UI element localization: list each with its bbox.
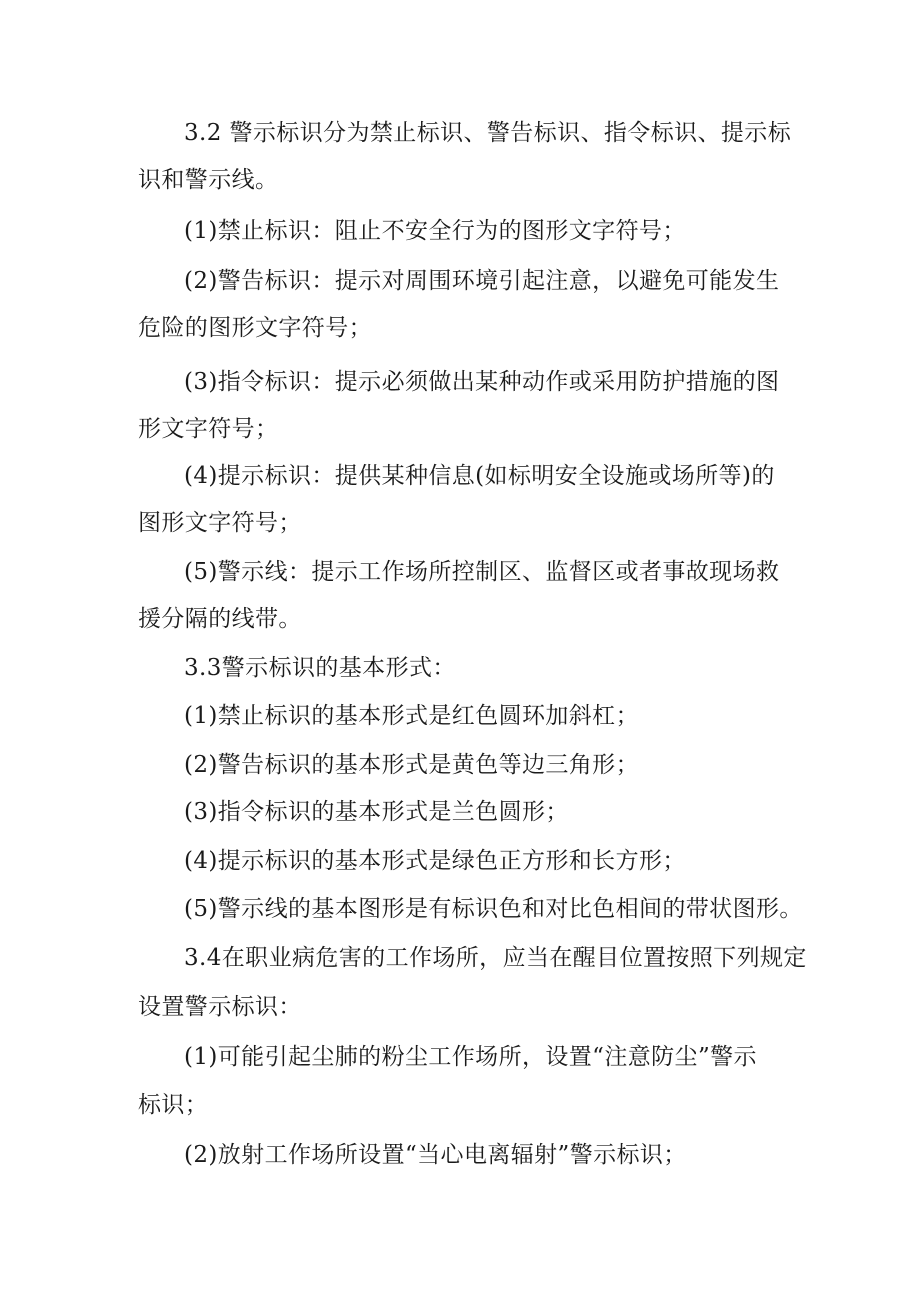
list-item-radiation: (2)放射工作场所设置“当心电离辐射”警示标识； <box>184 1142 687 1168</box>
list-item-instruction-sign-line-1: (3)指令标识：提示必须做出某种动作或采用防护措施的图 <box>184 369 780 395</box>
list-item-warning-sign-line-1: (2)警告标识：提示对周围环境引起注意，以避免可能发生 <box>184 268 780 294</box>
list-item-warning-line-line-2: 援分隔的线带。 <box>138 606 302 632</box>
list-item-warning-form: (2)警告标识的基本形式是黄色等边三角形； <box>184 752 639 778</box>
list-item-information-form: (4)提示标识的基本形式是绿色正方形和长方形； <box>184 848 686 874</box>
paragraph-3-2-line-1: 3.2 警示标识分为禁止标识、警告标识、指令标识、提示标 <box>184 120 792 146</box>
list-item-information-sign-line-1: (4)提示标识：提供某种信息(如标明安全设施或场所等)的 <box>184 463 775 489</box>
list-item-prohibition-sign: (1)禁止标识：阻止不安全行为的图形文字符号； <box>184 218 686 244</box>
list-item-warning-sign-line-2: 危险的图形文字符号； <box>138 315 372 341</box>
list-item-warning-line-line-1: (5)警示线：提示工作场所控制区、监督区或者事故现场救 <box>184 559 780 585</box>
section-3-3-heading: 3.3警示标识的基本形式： <box>184 655 456 681</box>
paragraph-3-2-line-2: 识和警示线。 <box>138 167 279 193</box>
list-item-dust-line-2: 标识； <box>138 1092 209 1118</box>
list-item-warning-line-form: (5)警示线的基本图形是有标识色和对比色相间的带状图形。 <box>184 896 803 922</box>
list-item-prohibition-form: (1)禁止标识的基本形式是红色圆环加斜杠； <box>184 703 639 729</box>
list-item-instruction-form: (3)指令标识的基本形式是兰色圆形； <box>184 799 569 825</box>
paragraph-3-4-line-1: 3.4在职业病危害的工作场所，应当在醒目位置按照下列规定 <box>184 945 807 971</box>
list-item-instruction-sign-line-2: 形文字符号； <box>138 416 279 442</box>
list-item-information-sign-line-2: 图形文字符号； <box>138 510 302 536</box>
paragraph-3-4-line-2: 设置警示标识： <box>138 994 302 1020</box>
list-item-dust-line-1: (1)可能引起尘肺的粉尘工作场所，设置“注意防尘”警示 <box>184 1044 757 1070</box>
